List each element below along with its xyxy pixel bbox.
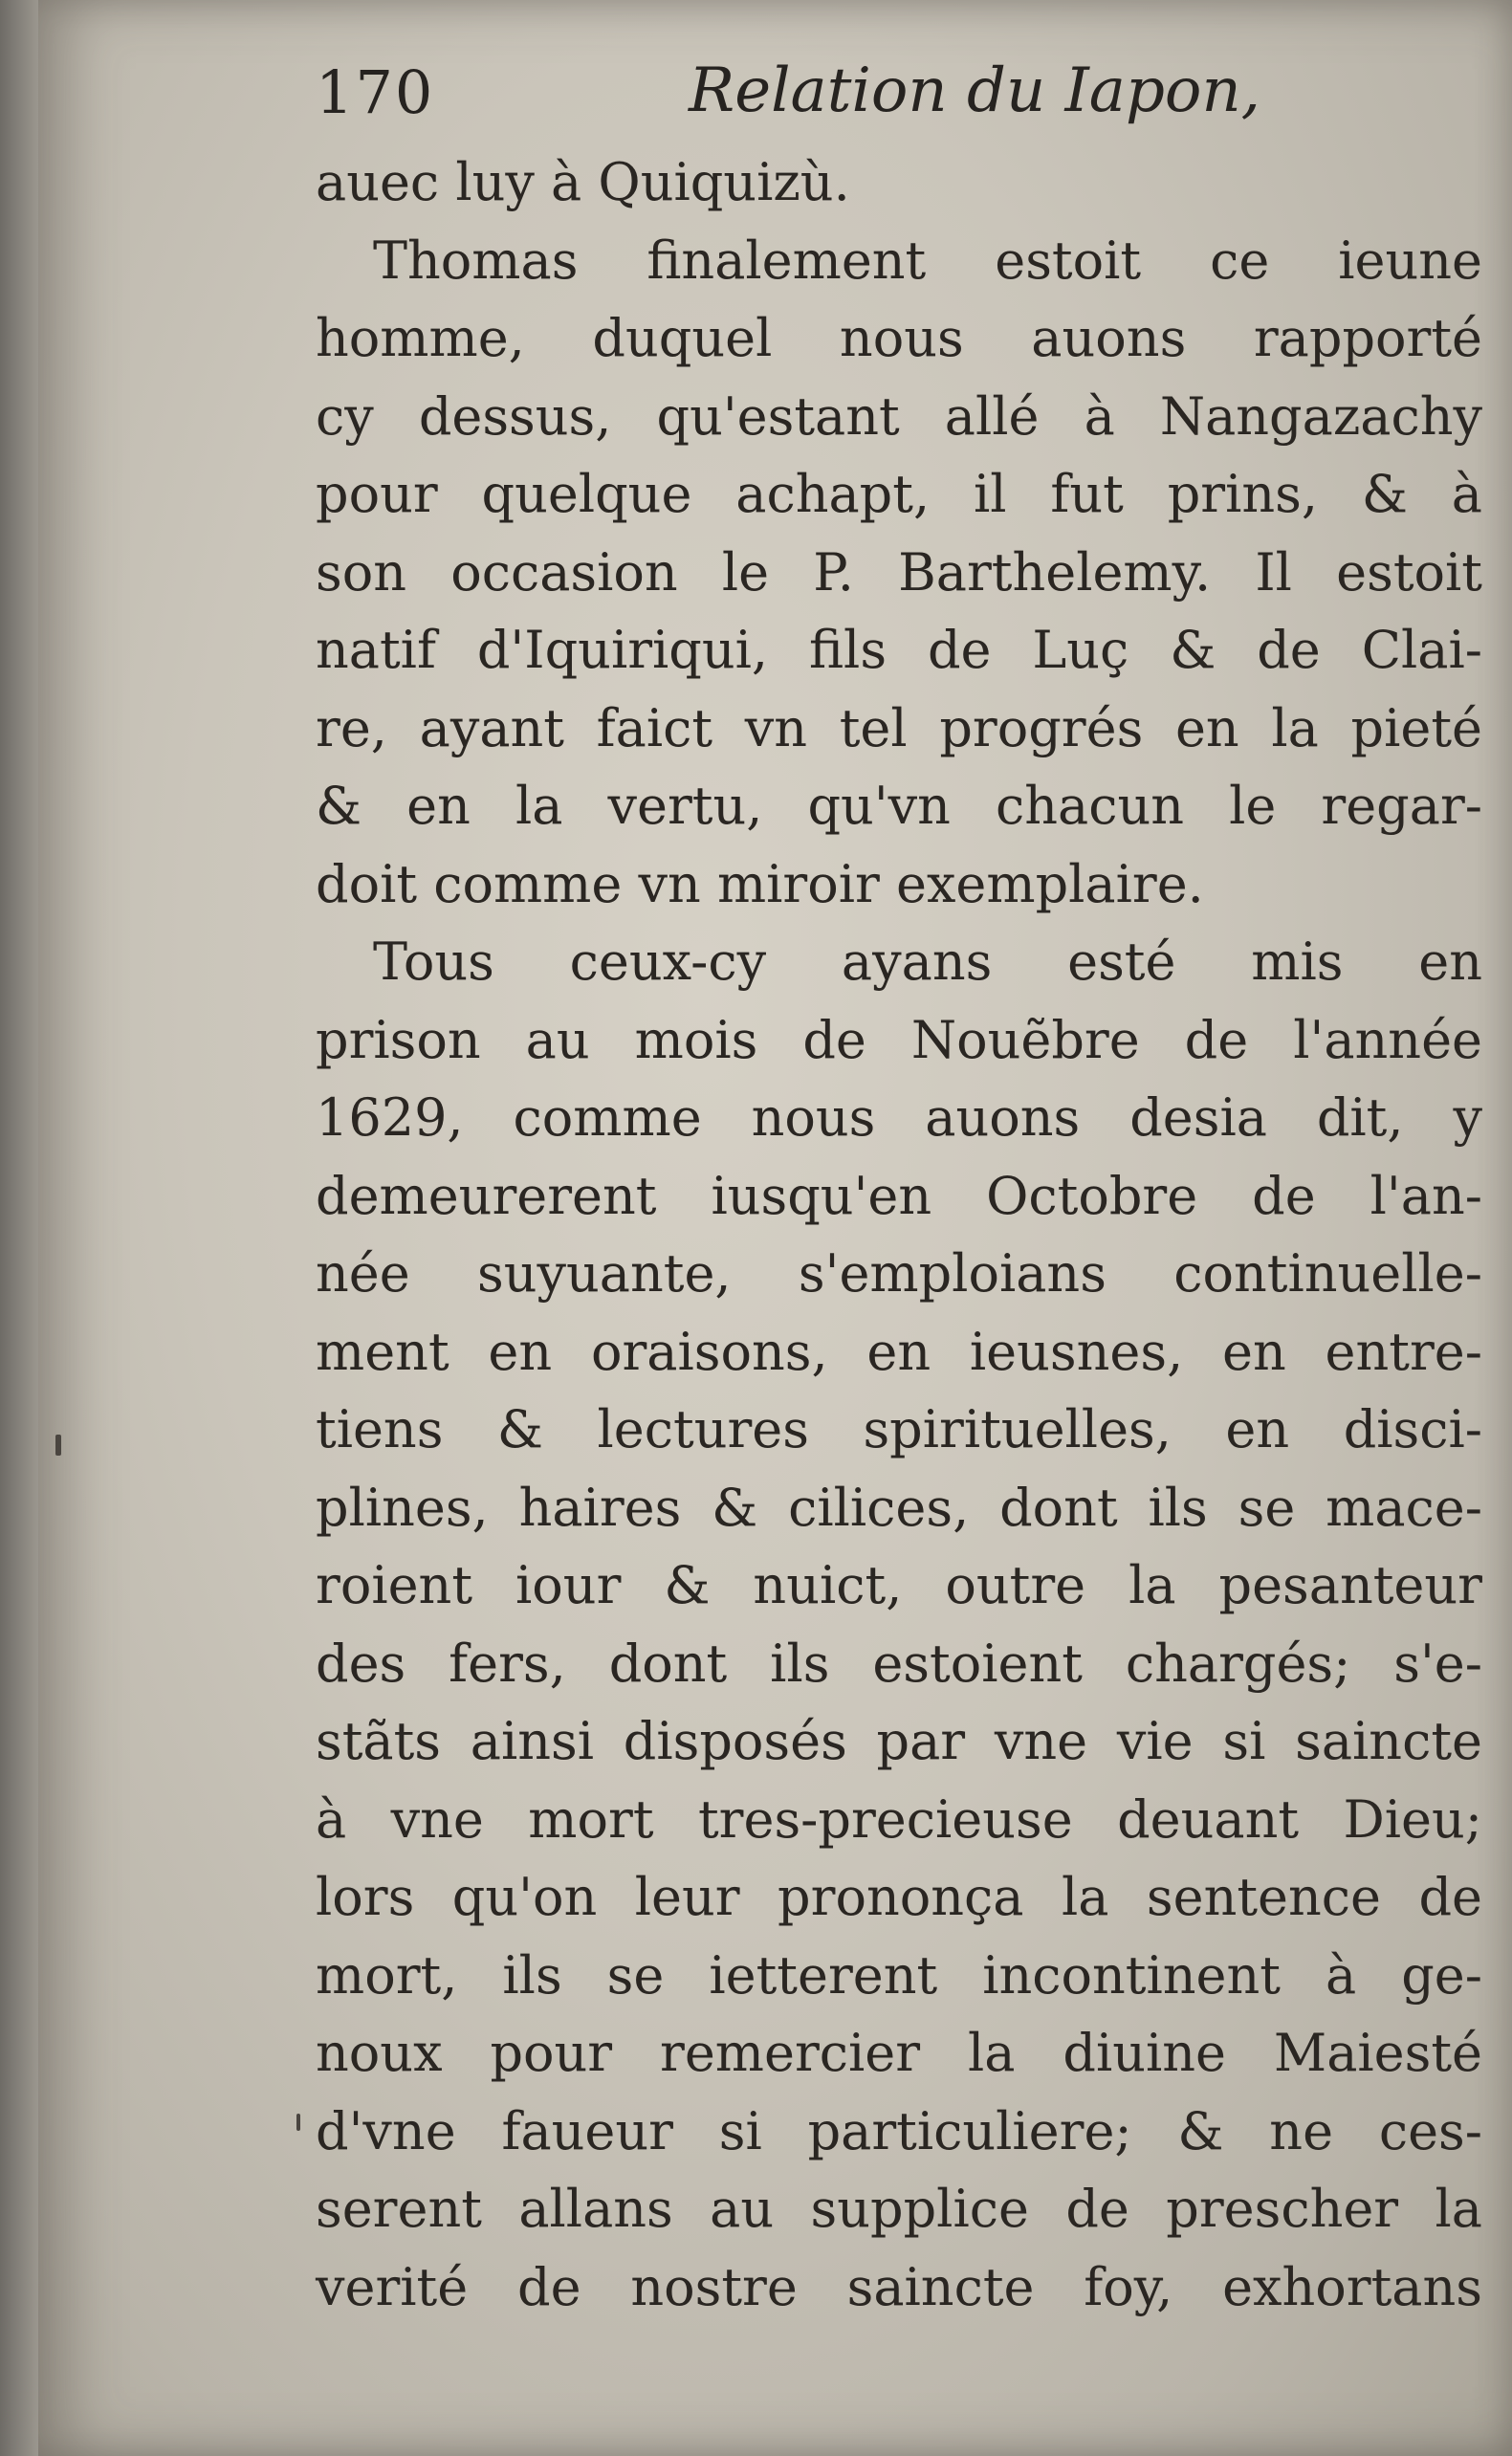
text-line: roient iour & nuict, outre la pesanteur (316, 1555, 1482, 1615)
text-line: d'vne faueur si particuliere; & ne ces- (316, 2100, 1482, 2161)
text-line: demeurerent iusqu'en Octobre de l'an- (316, 1165, 1482, 1226)
text-line: Tous ceux-cy ayans esté mis en (373, 932, 1482, 992)
text-line: à vne mort tres-precieuse deuant Dieu; (316, 1788, 1482, 1850)
ink-speck (296, 2114, 300, 2131)
text-line: re, ayant faict vn tel progrés en la pieté (316, 697, 1482, 758)
text-line: Thomas finalement estoit ce ieune (373, 230, 1482, 291)
text-line: stãts ainsi disposés par vne vie si saincte (316, 1711, 1482, 1771)
text-line: noux pour remercier la diuine Maiesté (316, 2023, 1482, 2083)
text-line: & en la vertu, qu'vn chacun le regar- (316, 776, 1482, 836)
text-line: ment en oraisons, en ieusnes, en entre- (316, 1321, 1482, 1382)
text-line: natif d'Iquiriqui, fils de Luç & de Clai- (316, 620, 1482, 680)
ink-speck (55, 1435, 61, 1456)
text-line: verité de nostre saincte foy, exhortans (316, 2256, 1482, 2317)
page-number: 170 (316, 57, 435, 127)
running-title: Relation du Iapon, (689, 55, 1260, 126)
text-line: serent allans au supplice de prescher la (316, 2179, 1482, 2239)
page-header (316, 38, 1272, 143)
text-line: lors qu'on leur prononça la sentence de (316, 1867, 1482, 1927)
text-line: mort, ils se ietterent incontinent à ge- (316, 1944, 1482, 2006)
text-line: née suyuante, s'emploians continuelle- (316, 1243, 1482, 1304)
book-gutter (0, 0, 38, 2456)
text-line: auec luy à Quiquizù. (316, 152, 850, 212)
text-line: plines, haires & cilices, dont ils se mace- (316, 1477, 1482, 1538)
text-line: son occasion le P. Barthelemy. Il estoit (316, 541, 1482, 603)
text-line: pour quelque achapt, il fut prins, & à (316, 464, 1482, 524)
text-line: prison au mois de Nouẽbre de l'année (316, 1009, 1482, 1070)
text-line: homme, duquel nous auons rapporté (316, 308, 1482, 368)
body-text (316, 143, 1482, 2326)
text-line: cy dessus, qu'estant allé à Nangazachy (316, 385, 1482, 447)
text-line: tiens & lectures spirituelles, en disci- (316, 1399, 1482, 1459)
text-line: doit comme vn miroir exemplaire. (316, 853, 1204, 914)
text-line: 1629, comme nous auons desia dit, y (316, 1087, 1482, 1148)
text-line: des fers, dont ils estoient chargés; s'e- (316, 1633, 1482, 1694)
